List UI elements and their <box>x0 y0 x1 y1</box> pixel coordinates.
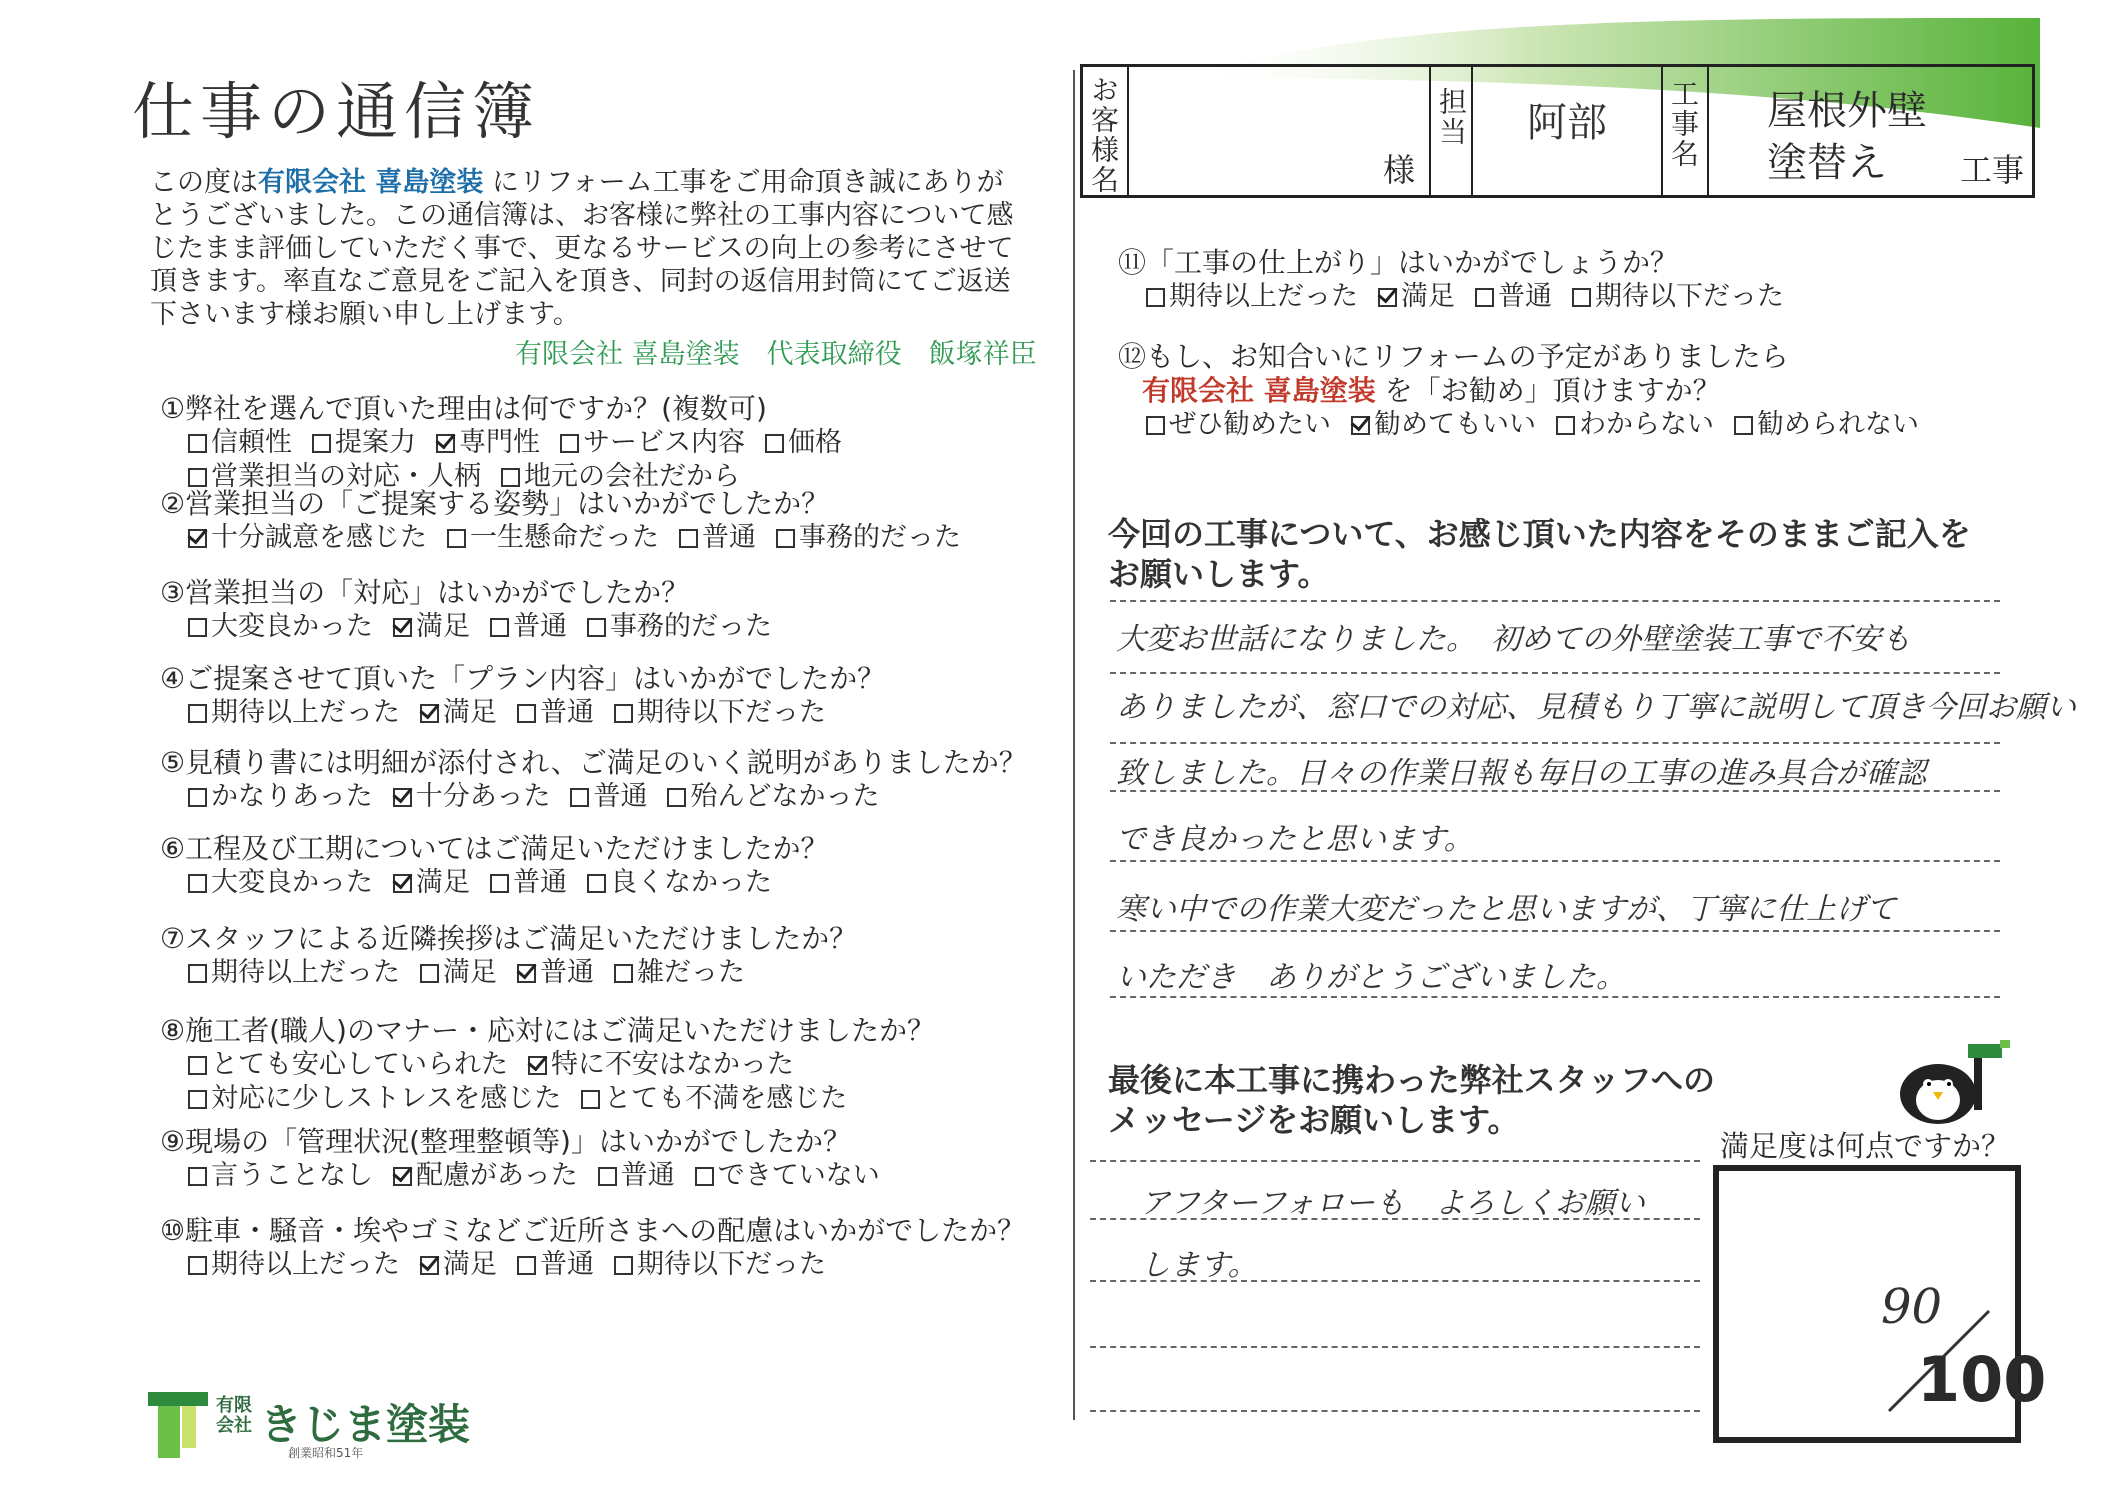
checkbox-icon[interactable] <box>598 1167 617 1186</box>
question-text: ④ご提案させて頂いた「プラン内容」はいかがでしたか？ <box>160 662 886 695</box>
checkbox-icon[interactable] <box>695 1167 714 1186</box>
option-期待以上だった[interactable] <box>188 957 400 988</box>
checkbox-icon[interactable] <box>587 618 606 637</box>
option-殆んどなかった[interactable] <box>667 781 879 812</box>
question-6 <box>160 832 1060 900</box>
option-label: 普通 <box>540 697 594 728</box>
checkbox-icon[interactable] <box>1572 288 1591 307</box>
logo-small-2: 会社 <box>216 1415 252 1436</box>
option-label: 営業担当の対応・人柄 <box>211 461 481 492</box>
option-満足[interactable] <box>393 611 470 642</box>
option-row <box>1118 280 2018 314</box>
option-信頼性[interactable] <box>188 427 292 458</box>
checkbox-icon[interactable] <box>188 1256 207 1275</box>
message-prompt-1: 最後に本工事に携わった弊社スタッフへの <box>1108 1061 1716 1099</box>
question-12 <box>1118 340 2038 442</box>
company-logo <box>148 1392 493 1458</box>
question-7 <box>160 922 1060 990</box>
logo-name: きじま塗装 <box>260 1400 471 1449</box>
checkbox-icon[interactable] <box>420 964 439 983</box>
checkbox-icon[interactable] <box>517 704 536 723</box>
question-text: ⑥工程及び工期についてはご満足いただけましたか？ <box>160 832 829 865</box>
option-普通[interactable] <box>517 697 594 728</box>
option-勧められない[interactable] <box>1734 409 1919 440</box>
checkbox-icon[interactable] <box>776 529 795 548</box>
question-text: ⑦スタッフによる近隣挨拶はご満足いただけましたか？ <box>160 922 858 955</box>
checkbox-icon[interactable] <box>587 874 606 893</box>
option-label: 満足 <box>416 611 470 642</box>
comment-rule <box>1110 930 2000 932</box>
option-label: かなりあった <box>211 781 373 812</box>
customer-label: お客様名 <box>1087 75 1120 195</box>
question-1 <box>160 392 1060 494</box>
checkbox-icon[interactable] <box>614 704 633 723</box>
checkbox-icon[interactable] <box>614 964 633 983</box>
option-わからない[interactable] <box>1556 409 1714 440</box>
option-期待以上だった[interactable] <box>188 697 400 728</box>
checkbox-icon[interactable] <box>501 468 520 487</box>
q12-tail: を「お勧め」頂けますか？ <box>1384 374 1721 407</box>
option-row <box>160 696 1060 730</box>
option-事務的だった[interactable] <box>776 522 961 553</box>
option-label: 満足 <box>443 1249 497 1280</box>
logo-small-1: 有限 <box>216 1395 252 1416</box>
option-普通[interactable] <box>517 957 594 988</box>
work-label: 工事名 <box>1667 79 1700 169</box>
option-言うことなし[interactable] <box>188 1160 373 1191</box>
option-label: 一生懸命だった <box>470 522 659 553</box>
comment-rule <box>1110 996 2000 998</box>
option-対応に少しストレスを感じた[interactable] <box>188 1083 561 1114</box>
checkbox-icon[interactable] <box>765 434 784 453</box>
option-row <box>160 1082 1060 1116</box>
option-label: 期待以下だった <box>637 1249 826 1280</box>
option-普通[interactable] <box>598 1160 675 1191</box>
option-満足[interactable] <box>420 697 497 728</box>
checkbox-icon[interactable] <box>570 788 589 807</box>
checkbox-icon[interactable] <box>1146 416 1165 435</box>
option-期待以上だった[interactable] <box>1146 281 1358 312</box>
option-label: 勧められない <box>1757 409 1919 440</box>
option-専門性[interactable] <box>436 427 540 458</box>
question-text: ⑩駐車・騒音・埃やゴミなどご近所さまへの配慮はいかがでしたか？ <box>160 1214 1026 1247</box>
comment-rule <box>1110 860 2000 862</box>
checkbox-icon[interactable] <box>490 874 509 893</box>
option-label: 十分あった <box>415 781 551 812</box>
checkbox-icon[interactable] <box>188 964 207 983</box>
score-box[interactable] <box>1713 1165 2047 1443</box>
option-期待以上だった[interactable] <box>188 1249 400 1280</box>
option-十分あった[interactable] <box>393 781 551 812</box>
option-label: 価格 <box>788 427 842 458</box>
option-事務的だった[interactable] <box>587 611 772 642</box>
option-label: 普通 <box>1498 281 1552 312</box>
logo-sub: 創業昭和51年 <box>288 1446 364 1460</box>
option-label: 期待以上だった <box>211 957 400 988</box>
option-大変良かった[interactable] <box>188 867 373 898</box>
question-2 <box>160 487 1060 555</box>
checkbox-icon[interactable] <box>1734 416 1753 435</box>
option-label: 配慮があった <box>416 1160 578 1191</box>
option-label: 十分誠意を感じた <box>211 522 427 553</box>
option-row <box>160 1248 1060 1282</box>
option-label: 事務的だった <box>799 522 961 553</box>
option-配慮があった[interactable] <box>393 1160 578 1191</box>
option-満足[interactable] <box>420 1249 497 1280</box>
option-label: 満足 <box>416 867 470 898</box>
checkbox-icon[interactable] <box>312 434 331 453</box>
option-良くなかった[interactable] <box>587 867 772 898</box>
work-line2: 塗替え <box>1767 140 1887 186</box>
option-label: 普通 <box>620 1160 675 1191</box>
checkbox-icon[interactable] <box>1146 288 1165 307</box>
question-9 <box>160 1125 1060 1193</box>
option-label: 満足 <box>1401 281 1455 312</box>
checked-checkbox-icon[interactable] <box>393 874 412 893</box>
checkbox-icon[interactable] <box>188 618 207 637</box>
checkbox-icon[interactable] <box>188 1056 207 1075</box>
comment-rule <box>1110 672 2000 674</box>
question-4 <box>160 662 1060 730</box>
comment-prompt <box>1108 514 1971 594</box>
tanto-value: 阿部 <box>1527 100 1607 146</box>
message-prompt <box>1108 1060 1715 1140</box>
option-label: 満足 <box>443 697 497 728</box>
checked-checkbox-icon[interactable] <box>436 434 455 453</box>
option-label: ぜひ勧めたい <box>1169 409 1331 440</box>
option-label: とても安心していられた <box>211 1049 508 1080</box>
option-大変良かった[interactable] <box>188 611 373 642</box>
option-普通[interactable] <box>570 781 647 812</box>
option-label: 期待以下だった <box>1595 281 1784 312</box>
option-満足[interactable] <box>393 867 470 898</box>
option-label: 普通 <box>540 1249 594 1280</box>
option-label: 地元の会社だから <box>524 461 740 492</box>
option-label: 言うことなし <box>211 1160 373 1191</box>
checkbox-icon[interactable] <box>517 1256 536 1275</box>
question-text: ②営業担当の「ご提案する姿勢」はいかがでしたか？ <box>160 487 830 520</box>
message-line: アフターフォローも よろしくお願い <box>1140 1186 1645 1221</box>
option-label: サービス内容 <box>583 427 745 458</box>
option-label: 大変良かった <box>211 611 373 642</box>
option-label: 普通 <box>702 522 756 553</box>
header-table <box>1080 64 2035 198</box>
checkbox-icon[interactable] <box>188 874 207 893</box>
option-label: 事務的だった <box>610 611 772 642</box>
option-label: 普通 <box>593 781 648 812</box>
option-期待以下だった[interactable] <box>614 697 826 728</box>
checked-checkbox-icon[interactable] <box>393 618 412 637</box>
checkbox-icon[interactable] <box>581 1090 600 1109</box>
checkbox-icon[interactable] <box>560 434 579 453</box>
option-row <box>1118 408 2038 442</box>
question-text: ①弊社を選んで頂いた理由は何ですか？(複数可) <box>160 392 767 425</box>
checkbox-icon[interactable] <box>188 1090 207 1109</box>
option-雑だった[interactable] <box>614 957 745 988</box>
option-満足[interactable] <box>1378 281 1455 312</box>
message-rule <box>1090 1160 1700 1162</box>
option-label: わからない <box>1579 409 1714 440</box>
option-label: 普通 <box>513 611 567 642</box>
question-text: ⑧施工者(職人)のマナー・応対にはご満足いただけましたか？ <box>160 1014 935 1047</box>
option-とても安心していられた[interactable] <box>188 1049 508 1080</box>
option-普通[interactable] <box>679 522 756 553</box>
checked-checkbox-icon[interactable] <box>528 1056 547 1075</box>
checkbox-icon[interactable] <box>188 434 207 453</box>
intro-company: 有限会社 喜島塗装 <box>258 167 484 198</box>
sama-label: 様 <box>1382 151 1415 189</box>
option-row <box>160 426 1060 460</box>
option-期待以下だった[interactable] <box>614 1249 826 1280</box>
message-line: します。 <box>1140 1248 1258 1283</box>
checked-checkbox-icon[interactable] <box>393 788 412 807</box>
option-label: とても不満を感じた <box>604 1083 848 1114</box>
checked-checkbox-icon[interactable] <box>1351 416 1370 435</box>
option-label: 期待以上だった <box>211 697 400 728</box>
option-かなりあった[interactable] <box>188 781 373 812</box>
question-10 <box>160 1214 1060 1282</box>
option-row <box>160 1048 1060 1082</box>
option-label: できていない <box>717 1160 880 1191</box>
option-一生懸命だった[interactable] <box>447 522 659 553</box>
option-提案力[interactable] <box>312 427 416 458</box>
option-row <box>160 1159 1060 1193</box>
option-label: 殆んどなかった <box>690 781 880 812</box>
option-label: 対応に少しストレスを感じた <box>211 1083 562 1114</box>
question-text: ③営業担当の「対応」はいかがでしたか？ <box>160 576 690 609</box>
option-勧めてもいい[interactable] <box>1351 409 1536 440</box>
option-row <box>160 610 1060 644</box>
option-できていない[interactable] <box>695 1160 880 1191</box>
option-label: 満足 <box>443 957 497 988</box>
checked-checkbox-icon[interactable] <box>188 529 207 548</box>
score-max: 100 <box>1917 1343 2047 1416</box>
checkbox-icon[interactable] <box>490 618 509 637</box>
option-十分誠意を感じた[interactable] <box>188 522 427 553</box>
checkbox-icon[interactable] <box>447 529 466 548</box>
checkbox-icon[interactable] <box>679 529 698 548</box>
score-label: 満足度は何点ですか？ <box>1720 1129 2011 1163</box>
checked-checkbox-icon[interactable] <box>420 704 439 723</box>
q12-company: 有限会社 喜島塗装 <box>1142 374 1376 407</box>
option-普通[interactable] <box>517 1249 594 1280</box>
question-8 <box>160 1014 1060 1116</box>
checkbox-icon[interactable] <box>1475 288 1494 307</box>
option-普通[interactable] <box>490 611 567 642</box>
question-text: ⑨現場の「管理状況(整理整頓等)」はいかがでしたか？ <box>160 1125 851 1158</box>
comment-rule <box>1110 600 2000 602</box>
work-suffix: 工事 <box>1959 151 2024 189</box>
page-title: 仕事の通信簿 <box>132 75 541 148</box>
option-特に不安はなかった[interactable] <box>528 1049 794 1080</box>
checked-checkbox-icon[interactable] <box>393 1167 412 1186</box>
option-普通[interactable] <box>1475 281 1552 312</box>
checked-checkbox-icon[interactable] <box>517 964 536 983</box>
option-満足[interactable] <box>420 957 497 988</box>
option-row <box>160 866 1060 900</box>
comment-prompt-2: お願いします。 <box>1108 555 1330 593</box>
penguin-mascot-icon <box>1888 1036 2028 1126</box>
checkbox-icon[interactable] <box>188 468 207 487</box>
option-label: 信頼性 <box>211 427 292 458</box>
comment-rule <box>1110 742 2000 744</box>
option-label: 提案力 <box>335 427 416 458</box>
option-label: 期待以下だった <box>637 697 826 728</box>
checked-checkbox-icon[interactable] <box>420 1256 439 1275</box>
q12-text: ⑫もし、お知合いにリフォームの予定がありましたら <box>1118 340 1789 373</box>
option-サービス内容[interactable] <box>560 427 745 458</box>
option-label: 雑だった <box>637 957 745 988</box>
intro-text: この度は有限会社 喜島塗装 にリフォーム工事をご用命頂き誠にありがとうございました。この通信簿は、お客様に弊社の工事内容について感じたまま評価していただく事で、更なるサービスの向上の参考にさせて頂きます。率直なご意見をご記入を頂き、同封の返信用封筒にてご返送下さいます様お願い申し上げます。 <box>150 167 1014 330</box>
checkbox-icon[interactable] <box>188 788 207 807</box>
comment-prompt-1: 今回の工事について、お感じ頂いた内容をそのままご記入を <box>1108 515 1971 553</box>
option-普通[interactable] <box>490 867 567 898</box>
checked-checkbox-icon[interactable] <box>1378 288 1397 307</box>
option-ぜひ勧めたい[interactable] <box>1146 409 1331 440</box>
tanto-label: 担当 <box>1435 87 1468 147</box>
option-label: 大変良かった <box>211 867 373 898</box>
option-label: 期待以上だった <box>211 1249 400 1280</box>
option-価格[interactable] <box>765 427 842 458</box>
message-rule <box>1090 1346 1700 1348</box>
checkbox-icon[interactable] <box>188 704 207 723</box>
option-label: 勧めてもいい <box>1374 409 1536 440</box>
checkbox-icon[interactable] <box>188 1167 207 1186</box>
question-text: ⑪「工事の仕上がり」はいかがでしょうか？ <box>1118 246 1679 279</box>
option-row <box>160 956 1060 990</box>
logo-mark-icon <box>148 1392 208 1458</box>
score-value: 90 <box>1881 1279 1943 1335</box>
option-label: 良くなかった <box>610 867 772 898</box>
option-とても不満を感じた[interactable] <box>581 1083 847 1114</box>
center-divider <box>1073 70 1075 1420</box>
option-label: 期待以上だった <box>1169 281 1358 312</box>
question-11 <box>1118 246 2018 314</box>
option-label: 普通 <box>540 957 594 988</box>
option-期待以下だった[interactable] <box>1572 281 1784 312</box>
option-label: 特に不安はなかった <box>551 1049 794 1080</box>
signature: 有限会社 喜島塗装 代表取締役 飯塚祥臣 <box>515 339 1037 370</box>
question-3 <box>160 576 1060 644</box>
option-row <box>160 521 1060 555</box>
option-label: 専門性 <box>459 427 540 458</box>
message-prompt-2: メッセージをお願いします。 <box>1108 1101 1520 1139</box>
work-line1: 屋根外壁 <box>1767 88 1927 134</box>
checkbox-icon[interactable] <box>1556 416 1575 435</box>
question-5 <box>160 746 1060 814</box>
checkbox-icon[interactable] <box>667 788 686 807</box>
option-label: 普通 <box>513 867 567 898</box>
message-rule <box>1090 1410 1700 1412</box>
checkbox-icon[interactable] <box>614 1256 633 1275</box>
question-text: ⑤見積り書には明細が添付され、ご満足のいく説明がありましたか？ <box>160 746 1027 779</box>
option-row <box>160 780 1060 814</box>
